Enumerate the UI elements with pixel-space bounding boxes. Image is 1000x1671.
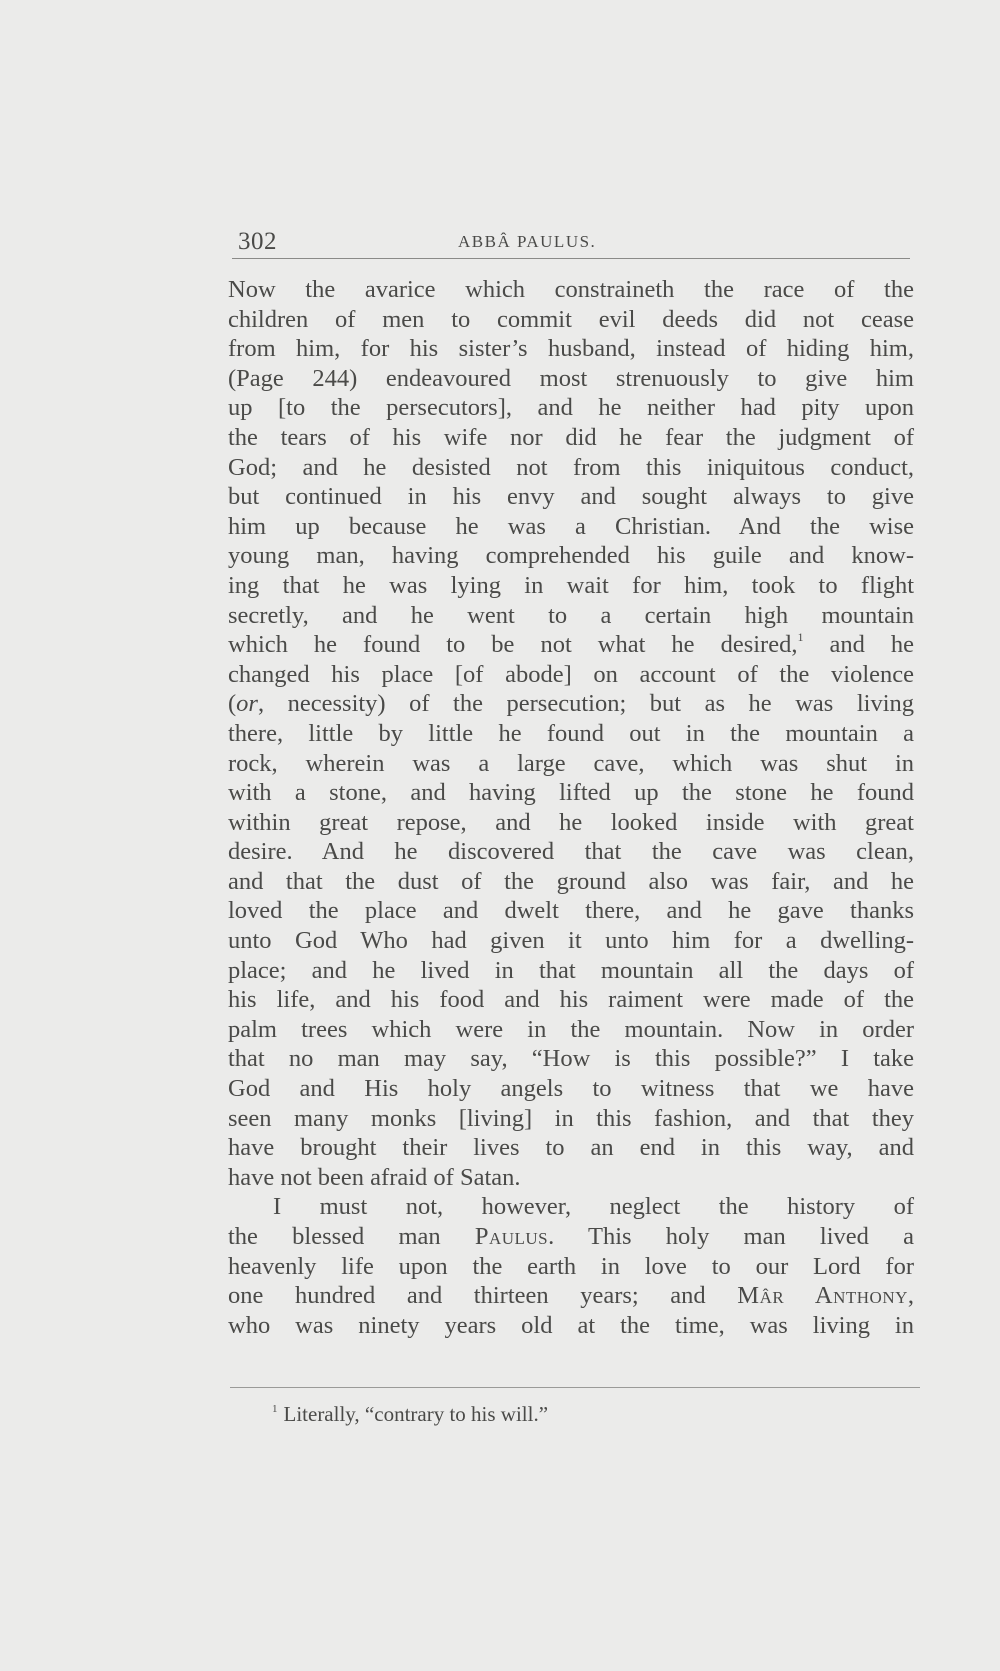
text-line: rock, wherein was a large cave, which was shut in: [228, 749, 914, 777]
text-line: with a stone, and having lifted up the stone he found: [228, 779, 914, 807]
italic-or: or: [236, 690, 258, 718]
page-number: 302: [238, 228, 277, 255]
text-line: heavenly life upon the earth in love to our Lord for: [228, 1252, 914, 1280]
text-fragment: and he: [803, 631, 914, 659]
text-line: ing that he was lying in wait for him, took to flight: [228, 571, 914, 599]
text-line: [228, 1281, 914, 1311]
text-line: children of men to commit evil deeds did not cease: [228, 305, 914, 333]
text-line: there, little by little he found out in the mountain a: [228, 719, 914, 747]
text-line: have brought their lives to an end in this way, and: [228, 1134, 914, 1162]
text-line: young man, having comprehended his guile and know-: [228, 542, 914, 570]
text-line-paragraph-end: have not been afraid of Satan.: [228, 1163, 521, 1191]
footnote-reference: 1: [797, 630, 804, 645]
footnote: [272, 1402, 548, 1427]
text-line: (or, necessity) of the persecution; but as he was living: [228, 690, 914, 718]
footnote-text: Literally, “contrary to his will.”: [283, 1402, 549, 1426]
text-line: who was ninety years old at the time, was living in: [228, 1311, 914, 1339]
name-paulus: Paulus: [474, 1223, 549, 1250]
text-line: place; and he lived in that mountain all the days of: [228, 956, 914, 984]
text-line: the tears of his wife nor did he fear the judgment of: [228, 423, 914, 451]
text-line: Now the avarice which constraineth the race of the: [228, 276, 914, 303]
text-line: God and His holy angels to witness that we have: [228, 1075, 914, 1103]
footnote-mark: 1: [272, 1403, 278, 1415]
text-fragment: one hundred and thirteen years; and: [228, 1282, 706, 1310]
text-line-paragraph-start: I must not, however, neglect the history of: [273, 1193, 914, 1221]
text-line: unto God Who had given it unto him for a dwelling-: [228, 927, 914, 955]
text-line: secretly, and he went to a certain high mountain: [228, 601, 914, 629]
name-mar-anthony: Mâr Anthony: [737, 1282, 908, 1310]
text-fragment: . This holy man lived a: [548, 1223, 914, 1250]
text-line: seen many monks [living] in this fashion, and that they: [228, 1104, 914, 1132]
text-line: that no man may say, “How is this possible?” I take: [228, 1045, 914, 1073]
text-fragment: ,: [907, 1282, 915, 1310]
text-line: and that the dust of the ground also was fair, and he: [228, 867, 914, 895]
text-line: palm trees which were in the mountain. Now in order: [228, 1015, 914, 1043]
text-line: up [to the persecutors], and he neither had pity upon: [228, 394, 914, 422]
text-fragment: which he found to be not what he desired,: [228, 631, 798, 659]
footnote-rule: [230, 1387, 920, 1388]
text-line: changed his place [of abode] on account of the violence: [228, 660, 914, 688]
text-line: loved the place and dwelt there, and he gave thanks: [228, 897, 914, 925]
text-line: but continued in his envy and sought always to give: [228, 483, 914, 511]
text-line: from him, for his sister’s husband, instead of hiding him,: [228, 335, 914, 363]
text-line: God; and he desisted not from this iniquitous conduct,: [228, 453, 914, 481]
text-fragment: the blessed man: [228, 1223, 441, 1250]
text-line: [228, 1222, 914, 1252]
text-fragment: , necessity) of the persecution; but as he was living: [257, 690, 914, 718]
text-line: desire. And he discovered that the cave was clean,: [228, 838, 914, 866]
running-head: [238, 228, 910, 260]
text-line: within great repose, and he looked inside with great: [228, 808, 914, 836]
running-title: ABBÂ PAULUS.: [458, 232, 597, 251]
text-line: his life, and his food and his raiment were made of the: [228, 986, 914, 1014]
text-line: (Page 244) endeavoured most strenuously to give him: [228, 364, 914, 392]
text-line-with-footnote: [228, 630, 914, 660]
header-rule: [232, 258, 910, 259]
text-line: him up because he was a Christian. And the wise: [228, 512, 914, 540]
body-text: [228, 275, 914, 1340]
